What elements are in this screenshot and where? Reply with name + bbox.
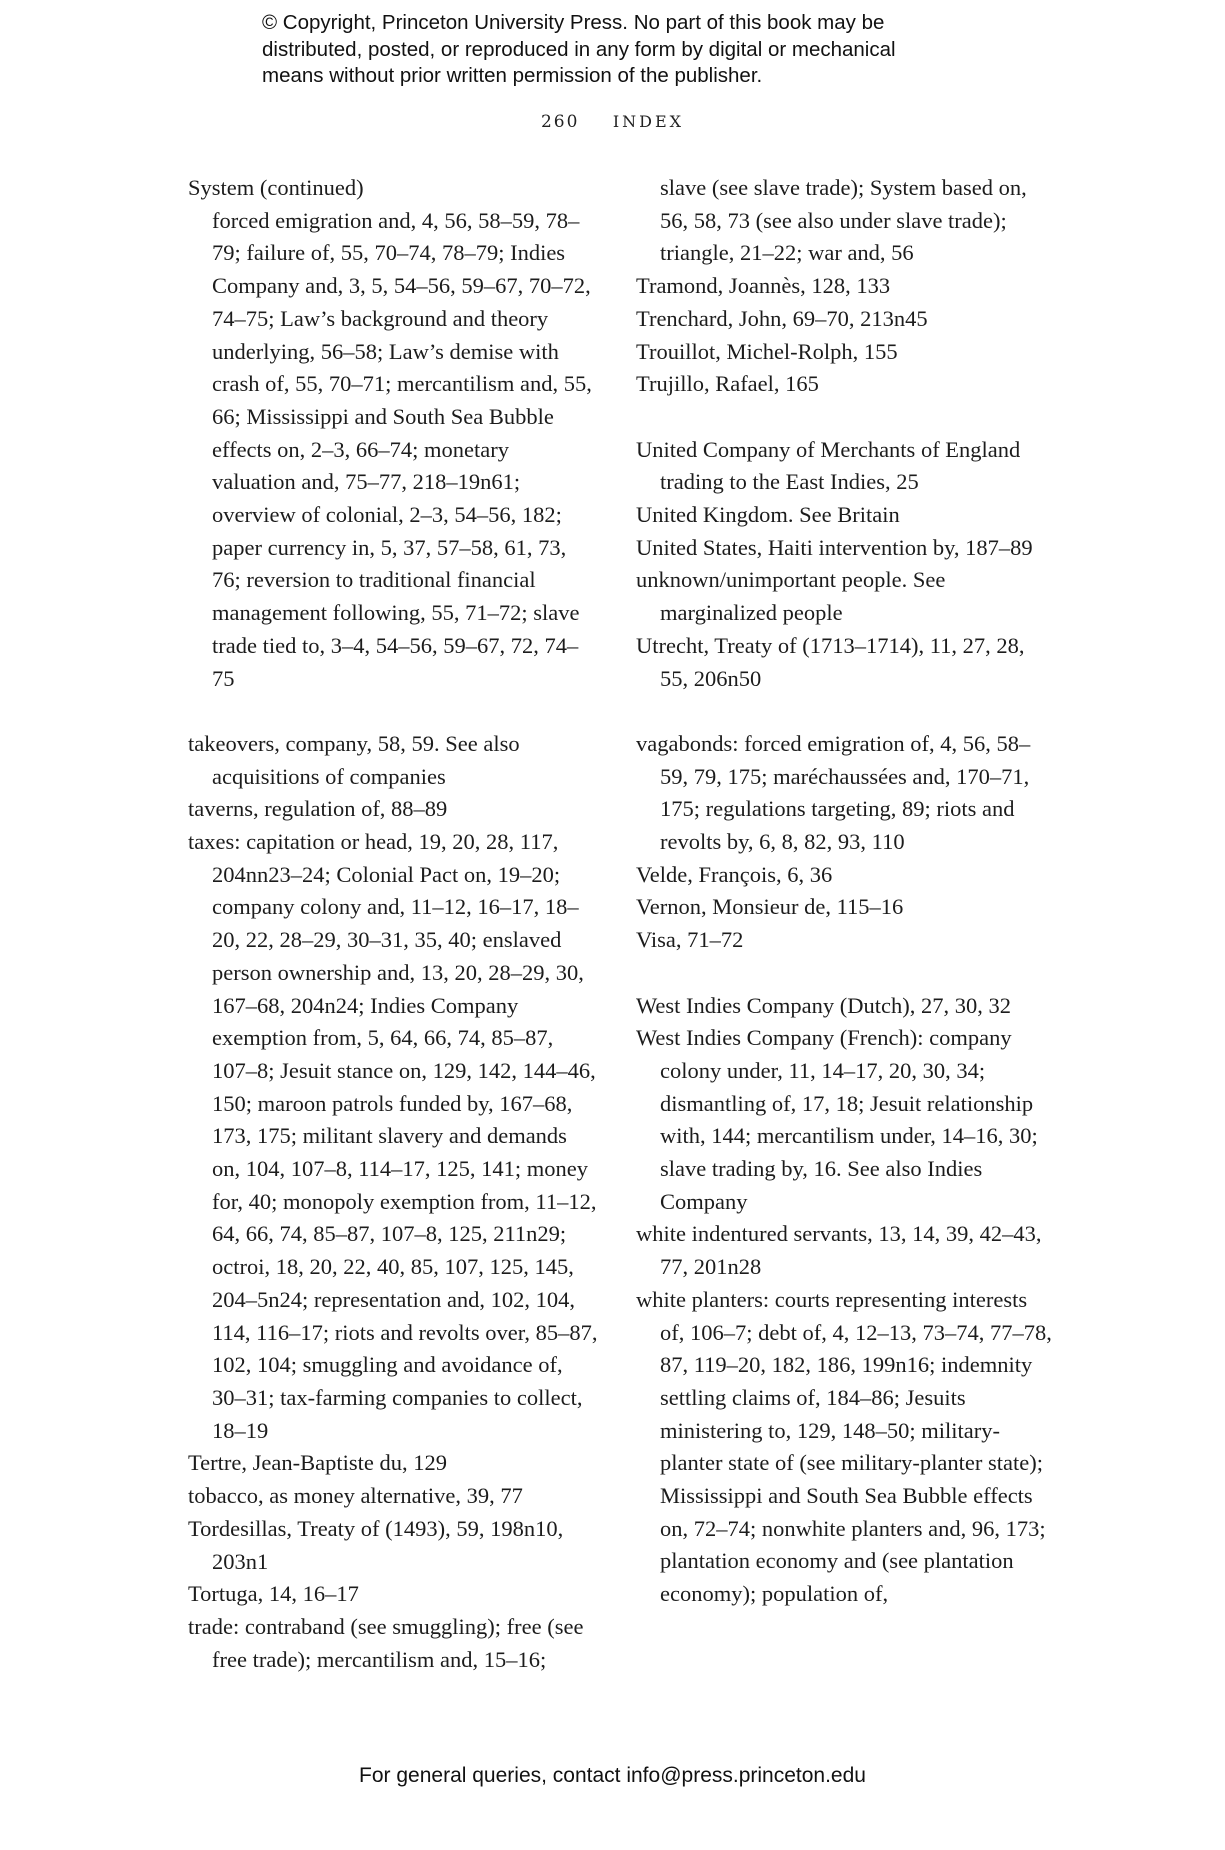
index-entry: System (continued) bbox=[188, 175, 364, 200]
index-entry: unknown/unimportant people. See marginalized people bbox=[636, 567, 946, 626]
copyright-line: distributed, posted, or reproduced in any form by digital or mechanical bbox=[262, 37, 896, 61]
index-entry: Tordesillas, Treaty of (1493), 59, 198n10, 203n1 bbox=[188, 1515, 564, 1574]
index-entry: vagabonds: forced emigration of, 4, 56, 58–59, 79, 175; maréchaussées and, 170–71, 175; regulations targeting, 89; riots and revolts by, 6, 8, 82, 93, 110 bbox=[636, 730, 1031, 855]
index-entry: United Kingdom. See Britain bbox=[636, 502, 900, 528]
index-entry: Trouillot, Michel-Rolph, 155 bbox=[636, 338, 898, 364]
copyright-line: © Copyright, Princeton University Press. No part of this book may be bbox=[262, 11, 885, 34]
letter-gap bbox=[636, 957, 1056, 990]
index-entry: takeovers, company, 58, 59. See also acquisitions of companies bbox=[188, 730, 520, 789]
index-entry: tobacco, as money alternative, 39, 77 bbox=[188, 1483, 523, 1509]
index-subentry: forced emigration and, 4, 56, 58–59, 78–79; failure of, 55, 70–74, 78–79; Indies Company and, 3, 5, 54–56, 59–67, 70–72, 74–75; Law’s background and theory underlying, 56–58; Law’s demise with crash of, 55, 70–71; mercantilism and, 55, 66; Mississippi and South Sea Bubble effects on, 2–3, 66–74; monetary valuation and, 75–77, 218–19n61; overview of colonial, 2–3, 54–56, 182; paper currency in, 5, 37, 57–58, 61, 73, 76; reversion to traditional financial management following, 55, 71–72; slave trade tied to, 3–4, 54–56, 59–67, 72, 74–75 bbox=[212, 207, 592, 691]
letter-gap bbox=[636, 695, 1056, 728]
index-entry: Utrecht, Treaty of (1713–1714), 11, 27, 28, 55, 206n50 bbox=[636, 632, 1025, 691]
index-entry: West Indies Company (French): company colony under, 11, 14–17, 20, 30, 34; dismantling of, 17, 18; Jesuit relationship with, 144; mercantilism under, 14–16, 30; slave trading by, 16. See also Indies Company bbox=[636, 1025, 1038, 1214]
index-entry: Tramond, Joannès, 128, 133 bbox=[636, 273, 891, 299]
index-entry: United Company of Merchants of England trading to the East Indies, 25 bbox=[636, 436, 1021, 495]
index-entry: trade: contraband (see smuggling); free (see free trade); mercantilism and, 15–16; bbox=[188, 1613, 584, 1672]
index-entry: white indentured servants, 13, 14, 39, 42–43, 77, 201n28 bbox=[636, 1221, 1042, 1280]
index-entry: United States, Haiti intervention by, 187–89 bbox=[636, 534, 1033, 560]
copyright-notice bbox=[262, 10, 1022, 90]
page-number: 260 bbox=[540, 112, 580, 132]
contact-footer: For general queries, contact info@press.princeton.edu bbox=[359, 1764, 866, 1787]
copyright-line: means without prior written permission of the publisher. bbox=[262, 64, 763, 87]
index-column-left bbox=[188, 172, 598, 1676]
index-entry: taxes: capitation or head, 19, 20, 28, 117, 204nn23–24; Colonial Pact on, 19–20; company colony and, 11–12, 16–17, 18–20, 22, 28–29, 30–31, 35, 40; enslaved person ownership and, 13, 20, 28–29, 30, 167–68, 204n24; Indies Company exemption from, 5, 64, 66, 74, 85–87, 107–8; Jesuit stance on, 129, 142, 144–46, 150; maroon patrols funded by, 167–68, 173, 175; militant slavery and demands on, 104, 107–8, 114–17, 125, 141; money for, 40; monopoly exemption from, 11–12, 64, 66, 74, 85–87, 107–8, 125, 211n29; octroi, 18, 20, 22, 40, 85, 107, 125, 145, 204–5n24; representation and, 102, 104, 114, 116–17; riots and revolts over, 85–87, 102, 104; smuggling and avoidance of, 30–31; tax-farming companies to collect, 18–19 bbox=[188, 829, 598, 1443]
index-entry: white planters: courts representing interests of, 106–7; debt of, 4, 12–13, 73–74, 77–78, 87, 119–20, 182, 186, 199n16; indemnity settling claims of, 184–86; Jesuits ministering to, 129, 148–50; military-planter state of (see military-planter state); Mississippi and South Sea Bubble effects on, 72–74; nonwhite planters and, 96, 173; plantation economy and (see plantation economy); population of, bbox=[636, 1286, 1052, 1607]
running-head bbox=[0, 112, 1225, 132]
index-entry: Tortuga, 14, 16–17 bbox=[188, 1581, 359, 1607]
letter-gap bbox=[636, 401, 1056, 434]
index-entry: West Indies Company (Dutch), 27, 30, 32 bbox=[636, 992, 1012, 1018]
letter-gap bbox=[188, 695, 598, 728]
index-entry: Tertre, Jean-Baptiste du, 129 bbox=[188, 1450, 447, 1476]
index-entry: Trujillo, Rafael, 165 bbox=[636, 371, 819, 397]
index-entry: Vernon, Monsieur de, 115–16 bbox=[636, 894, 904, 920]
index-entry: Velde, François, 6, 36 bbox=[636, 861, 833, 887]
index-entry: taverns, regulation of, 88–89 bbox=[188, 796, 448, 822]
index-column-right bbox=[636, 172, 1056, 1611]
section-title: INDEX bbox=[612, 112, 685, 131]
index-entry: Visa, 71–72 bbox=[636, 927, 744, 953]
index-continuation: slave (see slave trade); System based on, 56, 58, 73 (see also under slave trade); triangle, 21–22; war and, 56 bbox=[660, 175, 1027, 266]
index-entry: Trenchard, John, 69–70, 213n45 bbox=[636, 305, 928, 331]
